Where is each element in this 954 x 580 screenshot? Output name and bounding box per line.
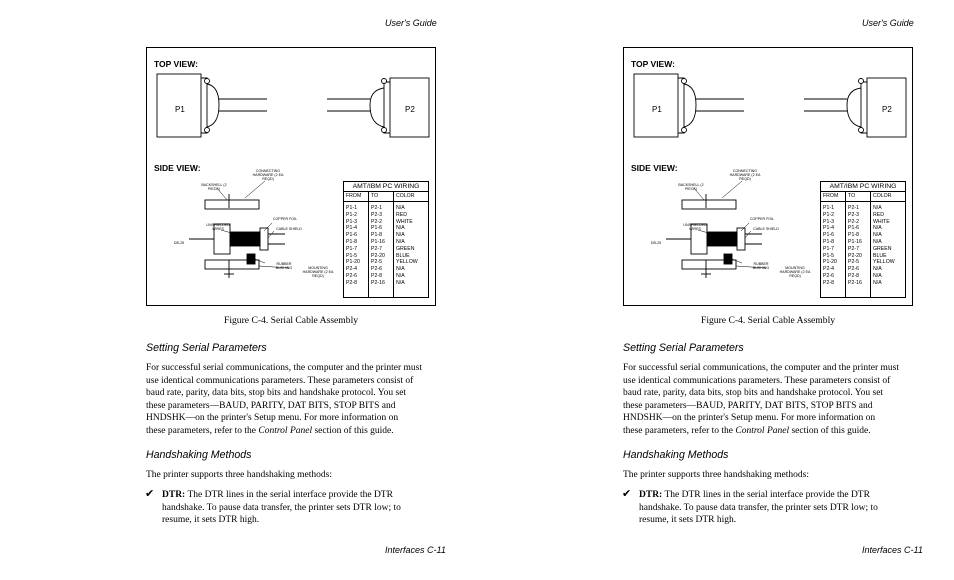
paragraph-line-last — [623, 425, 933, 438]
wiring-cell-from: P2-6 — [346, 272, 357, 279]
wiring-cell-from: P2-4 — [346, 266, 357, 273]
wiring-table-header — [344, 192, 428, 202]
wiring-cell-color: N/A — [396, 232, 405, 239]
wiring-cell-from: P2-8 — [346, 279, 357, 286]
p2-flange — [384, 82, 390, 133]
wiring-table-row — [821, 205, 905, 212]
bullet-line: handshake. To pause data transfer, the printer sets DTR low; to — [639, 502, 878, 513]
text-run: The DTR lines in the serial interface provide the DTR — [185, 490, 393, 500]
callout-unshielded-wires: UNSHIELDED WIRES — [206, 223, 230, 231]
plug-p2-label: P2 — [882, 105, 892, 114]
wiring-col-from: FROM — [346, 193, 362, 199]
wiring-cell-to: P2-8 — [371, 272, 382, 279]
paragraph-line: HNDSHK—on the printer's Setup menu. For more information on — [623, 413, 876, 424]
wiring-cell-to: P2-8 — [848, 272, 859, 279]
heading-setting-serial-parameters: Setting Serial Parameters — [623, 342, 744, 354]
bullet-line: resume, it sets DTR high. — [639, 515, 737, 526]
wiring-cell-to: P2-2 — [371, 218, 382, 225]
wiring-cell-to: P2-16 — [848, 279, 862, 286]
wiring-table-row — [344, 219, 428, 226]
wiring-cell-from: P1-6 — [823, 232, 834, 239]
wiring-cell-from: P1-3 — [823, 218, 834, 225]
p1-flange — [201, 78, 207, 133]
p1-screw-top — [205, 79, 210, 84]
dtr-term: DTR: — [162, 490, 186, 500]
side-view-label: SIDE VIEW: — [631, 163, 678, 173]
wiring-col-color: COLOR — [396, 193, 415, 199]
wiring-table-row — [821, 225, 905, 232]
wiring-table-row — [821, 266, 905, 273]
dtr-bullet — [162, 489, 452, 527]
wiring-cell-from: P1-8 — [346, 238, 357, 245]
wiring-table-row — [344, 212, 428, 219]
handshaking-intro: The printer supports three handshaking methods: — [623, 470, 810, 480]
callout-backshell: BACKSHELL (2 PIECE) — [201, 183, 227, 191]
wiring-cell-to: P2-20 — [371, 252, 385, 259]
control-panel-reference: Control Panel — [735, 425, 790, 436]
wiring-col-to: TO — [371, 193, 379, 199]
rubber-bushing — [247, 254, 255, 264]
wiring-cell-to: P1-8 — [848, 232, 859, 239]
bullet-line — [162, 489, 452, 502]
wiring-cell-from: P1-4 — [346, 225, 357, 232]
wiring-table-row — [344, 239, 428, 246]
wiring-cell-to: P2-5 — [848, 259, 859, 266]
wiring-cell-color: WHITE — [396, 218, 413, 225]
wiring-cell-from: P1-1 — [346, 205, 357, 211]
control-panel-reference: Control Panel — [258, 425, 313, 436]
p2-shell — [847, 88, 861, 127]
wiring-cell-to: P2-6 — [371, 266, 382, 273]
text-run: The DTR lines in the serial interface provide the DTR — [662, 490, 870, 500]
wiring-cell-from: P2-4 — [823, 266, 834, 273]
leader-bushing — [255, 259, 265, 263]
leader-connecting — [722, 181, 742, 198]
p2-screw-top — [859, 79, 864, 84]
serial-parameters-paragraph — [623, 362, 933, 438]
wiring-cell-from: P1-1 — [823, 205, 834, 211]
wiring-cell-to: P2-5 — [371, 259, 382, 266]
text-run: these parameters, refer to the — [146, 425, 259, 436]
wiring-table-row — [344, 225, 428, 232]
text-run: these parameters, refer to the — [623, 425, 736, 436]
wiring-cell-from: P2-6 — [823, 272, 834, 279]
wiring-cell-to: P2-20 — [848, 252, 862, 259]
wiring-cell-color: YELLOW — [396, 259, 418, 266]
wiring-cell-color: WHITE — [873, 218, 890, 225]
wiring-table-title: AMT/IBM PC WIRING — [821, 182, 905, 192]
heading-setting-serial-parameters: Setting Serial Parameters — [146, 342, 267, 354]
wiring-cell-to: P2-3 — [848, 211, 859, 218]
wiring-table-row — [821, 253, 905, 260]
heading-handshaking-methods: Handshaking Methods — [146, 449, 252, 461]
p1-shell — [207, 84, 219, 127]
plug-p1-label: P1 — [175, 105, 185, 114]
wiring-table-row — [821, 232, 905, 239]
wiring-cell-to: P2-7 — [848, 245, 859, 252]
p1-screw-top — [682, 79, 687, 84]
wiring-cell-from: P1-3 — [346, 218, 357, 225]
wiring-cell-color: N/A — [873, 232, 882, 239]
page-footer: Interfaces C-11 — [862, 545, 923, 555]
wiring-cell-from: P1-8 — [823, 238, 834, 245]
p2-screw-top — [382, 79, 387, 84]
wiring-cell-color: N/A — [396, 205, 405, 211]
wiring-table-row — [821, 239, 905, 246]
figure-serial-cable-assembly — [146, 47, 436, 306]
wiring-cell-color: N/A — [873, 272, 882, 279]
wiring-table-row — [344, 280, 428, 287]
wiring-table-row — [344, 205, 428, 212]
wiring-cell-from: P1-20 — [823, 259, 837, 266]
wiring-cell-to: P2-1 — [371, 205, 382, 211]
wiring-cell-to: P2-3 — [371, 211, 382, 218]
wiring-table-row — [821, 219, 905, 226]
wiring-cell-to: P2-6 — [848, 266, 859, 273]
wiring-table-row — [821, 280, 905, 287]
callout-db25: DB-25 — [173, 241, 185, 245]
wiring-table-rows — [344, 205, 428, 287]
plug-p1-label: P1 — [652, 105, 662, 114]
callout-copper-foil: COPPER FOIL — [749, 217, 775, 221]
dtr-term: DTR: — [639, 490, 663, 500]
paragraph-line: HNDSHK—on the printer's Setup menu. For more information on — [146, 413, 399, 424]
wiring-table-row — [344, 253, 428, 260]
backshell-top — [205, 200, 259, 209]
wiring-table-row — [344, 273, 428, 280]
leader-connecting — [245, 181, 265, 198]
figure-caption: Figure C-4. Serial Cable Assembly — [224, 315, 359, 326]
callout-db25: DB-25 — [650, 241, 662, 245]
top-view-label: TOP VIEW: — [154, 59, 198, 69]
paragraph-line: baud rate, parity, data bits, stop bits and handshake protocol. You set — [623, 388, 884, 399]
checkmark-icon: ✔ — [622, 487, 632, 500]
wiring-cell-to: P1-16 — [371, 238, 385, 245]
wiring-table-row — [344, 232, 428, 239]
cable-clamp — [737, 228, 745, 250]
leader-bushing — [732, 259, 742, 263]
callout-cable-shield: CABLE SHIELD — [276, 227, 302, 231]
p1-screw-bottom — [682, 128, 687, 133]
wiring-cell-from: P1-5 — [823, 252, 834, 259]
top-view-label: TOP VIEW: — [631, 59, 675, 69]
wiring-col-color: COLOR — [873, 193, 892, 199]
page-header: User's Guide — [385, 18, 437, 28]
bullet-line: resume, it sets DTR high. — [162, 515, 260, 526]
cable-clamp — [260, 228, 268, 250]
wiring-cell-color: GREEN — [873, 245, 892, 252]
callout-connecting-hardware: CONNECTING HARDWARE (2 EA REQD) — [252, 169, 284, 181]
paragraph-line: use identical communications parameters. These parameters consist of — [623, 375, 891, 386]
heading-handshaking-methods: Handshaking Methods — [623, 449, 729, 461]
rubber-bushing — [724, 254, 732, 264]
callout-copper-foil: COPPER FOIL — [272, 217, 298, 221]
callout-unshielded-wires: UNSHIELDED WIRES — [683, 223, 707, 231]
wiring-table-row — [821, 246, 905, 253]
wiring-cell-color: YELLOW — [873, 259, 895, 266]
page-header: User's Guide — [862, 18, 914, 28]
wiring-cell-color: N/A — [396, 272, 405, 279]
wiring-cell-from: P2-8 — [823, 279, 834, 286]
paragraph-line: these parameters—BAUD, PARITY, DAT BITS, STOP BITS and — [146, 400, 396, 411]
leader-shield — [745, 231, 751, 238]
wiring-cell-from: P1-20 — [346, 259, 360, 266]
p2-screw-bottom — [382, 128, 387, 133]
handshaking-intro: The printer supports three handshaking methods: — [146, 470, 333, 480]
text-run: section of this guide. — [789, 425, 871, 436]
callout-backshell: BACKSHELL (2 PIECE) — [678, 183, 704, 191]
callout-rubber-bushing: RUBBER BUSHING — [275, 262, 293, 270]
paragraph-line-last — [146, 425, 456, 438]
wiring-cell-color: N/A — [396, 238, 405, 245]
wiring-cell-to: P1-6 — [848, 225, 859, 232]
bullet-line: handshake. To pause data transfer, the printer sets DTR low; to — [162, 502, 401, 513]
wiring-cell-to: P2-2 — [848, 218, 859, 225]
wiring-cell-to: P1-16 — [848, 238, 862, 245]
paragraph-line: these parameters—BAUD, PARITY, DAT BITS, STOP BITS and — [623, 400, 873, 411]
paragraph-line: baud rate, parity, data bits, stop bits and handshake protocol. You set — [146, 388, 407, 399]
callout-cable-shield: CABLE SHIELD — [753, 227, 779, 231]
wiring-cell-from: P1-2 — [823, 211, 834, 218]
plug-p2-label: P2 — [405, 105, 415, 114]
dtr-bullet — [639, 489, 929, 527]
leader-shield — [268, 231, 274, 238]
callout-connecting-hardware: CONNECTING HARDWARE (2 EA REQD) — [729, 169, 761, 181]
wiring-cell-from: P1-5 — [346, 252, 357, 259]
side-view-label: SIDE VIEW: — [154, 163, 201, 173]
wiring-cell-color: GREEN — [396, 245, 415, 252]
checkmark-icon: ✔ — [145, 487, 155, 500]
p2-shell — [370, 88, 384, 127]
wiring-col-to: TO — [848, 193, 856, 199]
p1-shell — [684, 84, 696, 127]
bullet-line — [639, 489, 929, 502]
wiring-cell-from: P1-7 — [823, 245, 834, 252]
page-right — [477, 0, 954, 580]
wiring-table-rows — [821, 205, 905, 287]
wiring-cell-to: P1-6 — [371, 225, 382, 232]
wiring-cell-color: BLUE — [873, 252, 887, 259]
text-run: section of this guide. — [312, 425, 394, 436]
callout-mounting-hardware: MOUNTING HARDWARE (2 EA REQD) — [779, 266, 811, 278]
figure-caption: Figure C-4. Serial Cable Assembly — [701, 315, 836, 326]
wiring-cell-color: N/A — [396, 279, 405, 286]
wiring-table-title: AMT/IBM PC WIRING — [344, 182, 428, 192]
wiring-cell-from: P1-2 — [346, 211, 357, 218]
wiring-table-row — [344, 246, 428, 253]
wiring-table-row — [821, 273, 905, 280]
wiring-cell-to: P2-1 — [848, 205, 859, 211]
wiring-cell-color: N/A — [396, 266, 405, 273]
wiring-table-row — [344, 259, 428, 266]
wiring-table — [820, 181, 906, 298]
page-footer: Interfaces C-11 — [385, 545, 446, 555]
wiring-cell-color: RED — [396, 211, 407, 218]
wiring-cell-color: N/A — [396, 225, 405, 232]
wiring-cell-color: N/A — [873, 266, 882, 273]
wiring-cell-from: P1-4 — [823, 225, 834, 232]
backshell-top — [682, 200, 736, 209]
wiring-cell-color: BLUE — [396, 252, 410, 259]
wiring-cell-color: N/A — [873, 225, 882, 232]
callout-mounting-hardware: MOUNTING HARDWARE (2 EA REQD) — [302, 266, 334, 278]
figure-serial-cable-assembly — [623, 47, 913, 306]
paragraph-line: For successful serial communications, the computer and the printer must — [623, 363, 899, 373]
wiring-table-row — [821, 259, 905, 266]
p1-screw-bottom — [205, 128, 210, 133]
paragraph-line: For successful serial communications, the computer and the printer must — [146, 363, 422, 373]
wiring-col-from: FROM — [823, 193, 839, 199]
wiring-cell-to: P1-8 — [371, 232, 382, 239]
wiring-cell-to: P2-16 — [371, 279, 385, 286]
wiring-cell-color: N/A — [873, 279, 882, 286]
p2-flange — [861, 82, 867, 133]
p1-flange — [678, 78, 684, 133]
wiring-cell-color: N/A — [873, 205, 882, 211]
wiring-table-row — [821, 212, 905, 219]
wiring-cell-from: P1-6 — [346, 232, 357, 239]
paragraph-line: use identical communications parameters. These parameters consist of — [146, 375, 414, 386]
callout-rubber-bushing: RUBBER BUSHING — [752, 262, 770, 270]
serial-parameters-paragraph — [146, 362, 456, 438]
wiring-table-header — [821, 192, 905, 202]
wiring-cell-color: RED — [873, 211, 884, 218]
wiring-table — [343, 181, 429, 298]
wiring-cell-to: P2-7 — [371, 245, 382, 252]
wiring-cell-color: N/A — [873, 238, 882, 245]
p2-screw-bottom — [859, 128, 864, 133]
wiring-table-row — [344, 266, 428, 273]
wiring-cell-from: P1-7 — [346, 245, 357, 252]
